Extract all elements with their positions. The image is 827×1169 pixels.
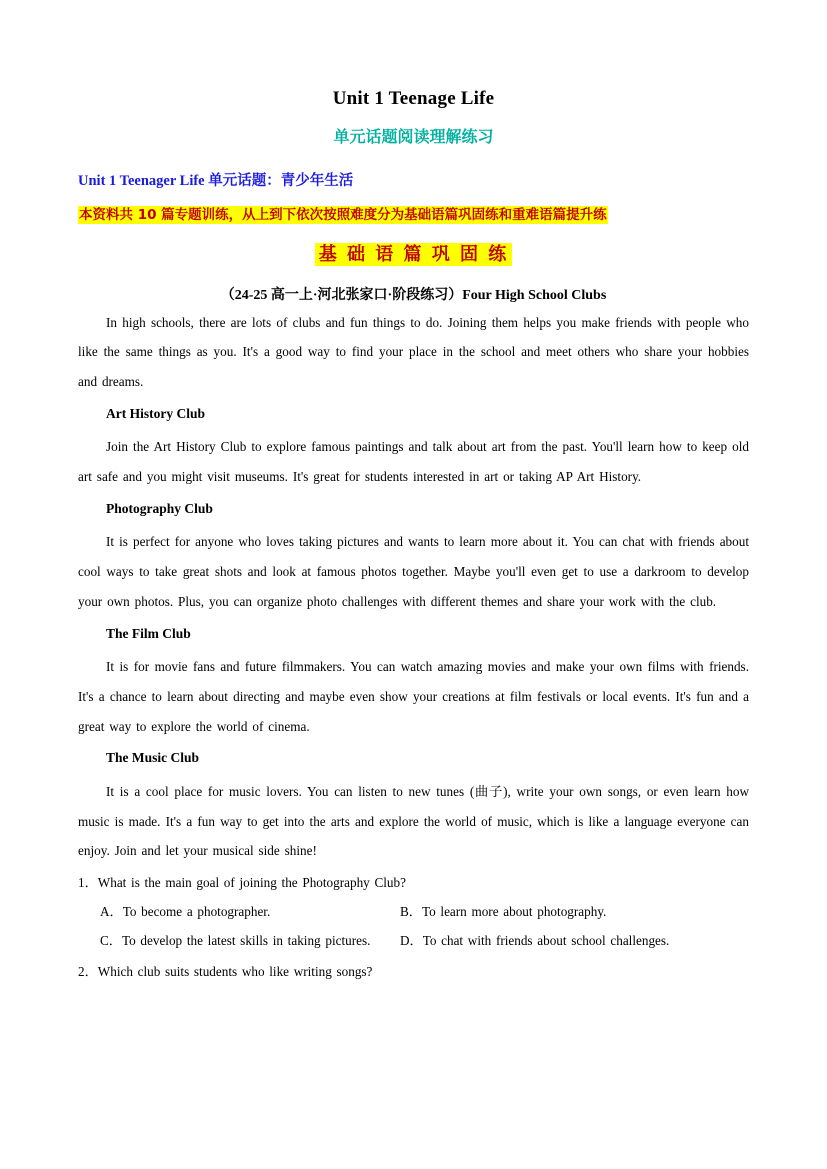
club-heading-film: The Film Club — [106, 625, 191, 641]
club-text-art-history: Join the Art History Club to explore famous paintings and talk about art from the past. You'll learn how to keep old art safe and you might visit museums. It's great for students interested in art or taking AP Art History. — [78, 439, 749, 485]
question-1-option-c[interactable]: C．To develop the latest skills in taking pictures. — [100, 933, 371, 949]
passage-intro: In high schools, there are lots of clubs and fun things to do. Joining them helps you make friends with people who like the same things as you. It's a good way to find your place in the school and meet others who share your hobbies and dreams. — [78, 314, 749, 389]
question-1-option-b[interactable]: B．To learn more about photography. — [400, 904, 607, 920]
question-1 — [78, 868, 749, 897]
club-heading-photography: Photography Club — [106, 500, 213, 516]
topic-line: Unit 1 Teenager Life 单元话题：青少年生活 — [78, 173, 354, 189]
section-band-line — [78, 240, 749, 266]
club-heading-music: The Music Club — [106, 750, 200, 766]
club-text-music: It is a cool place for music lovers. You can listen to new tunes (曲子), write your own songs, or even learn how music is made. It's a fun way to get into the arts and explore the world of music, which is like a language everyone can enjoy. Join and let your musical side shine! — [78, 784, 749, 859]
page-title: Unit 1 Teenage Life — [332, 88, 495, 109]
club-text-film: It is for movie fans and future filmmakers. You can watch amazing movies and make your own films with friends. It's a chance to learn about directing and maybe even show your creations at film festivals or local events. It's fun and a great way to explore the world of cinema. — [78, 659, 749, 734]
question-1-number: 1． — [78, 875, 98, 891]
question-1-stem: What is the main goal of joining the Photography Club? — [97, 875, 406, 891]
highlight-note-line — [78, 206, 749, 226]
question-1-option-a[interactable]: A．To become a photographer. — [100, 904, 271, 920]
source-line: （24-25 高一上·河北张家口·阶段练习）Four High School Clubs — [220, 287, 607, 303]
club-heading-art-history: Art History Club — [106, 405, 205, 421]
document-subtitle: 单元话题阅读理解练习 — [333, 127, 494, 146]
question-1-option-d[interactable]: D．To chat with friends about school challenges. — [400, 933, 670, 949]
highlight-note: 本资料共 10 篇专题训练，从上到下依次按照难度分为基础语篇巩固练和重难语篇提升练 — [79, 207, 607, 223]
question-2 — [78, 957, 749, 986]
question-2-number: 2． — [78, 964, 98, 980]
club-text-photography: It is perfect for anyone who loves taking pictures and wants to learn more about it. You can chat with friends about cool ways to take great shots and look at famous photos together. Maybe you'll even get to use a darkroom to develop your own photos. Plus, you can organize photo challenges with different themes and share your work with the club. — [78, 534, 749, 609]
question-1-options-row-2 — [78, 926, 749, 955]
question-1-options-row-1 — [78, 897, 749, 926]
section-band: 基 础 语 篇 巩 固 练 — [315, 243, 513, 266]
question-2-stem: Which club suits students who like writing songs? — [97, 964, 373, 980]
